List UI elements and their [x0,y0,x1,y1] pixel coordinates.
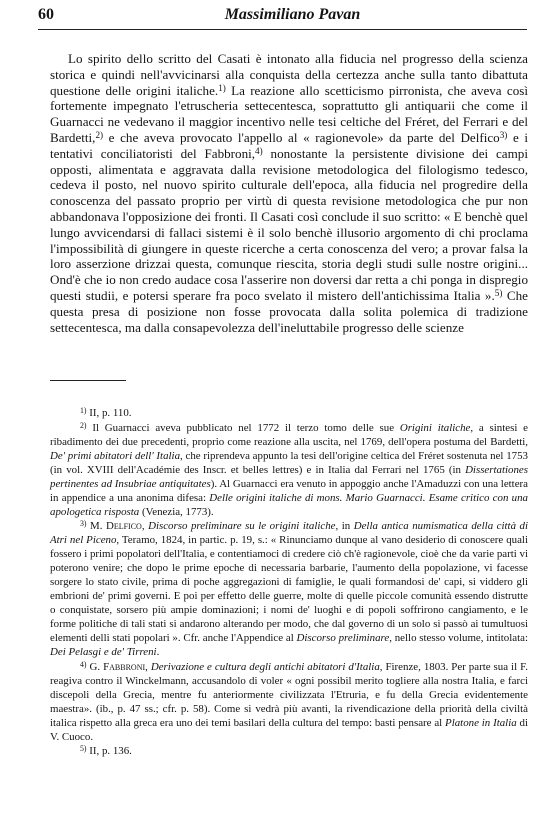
footnote-author: G. Fabbroni [86,660,146,673]
footnote-3 [50,519,528,659]
footnote-title: Platone in Italia [445,716,517,729]
footnote-title: De' primi abitatori dell' Italia [50,449,181,462]
body-text-segment: nonostante la persistente divisione dei campi opposti, alimentata e aggravata dalla revisione metodologica del filologismo tedesco, cedeva il posto, nel nuovo spirito culturale dell'epoca, alla fiducia nel progredire della conoscenza del passato proprio per virtù di questa revisione metodologica che pur non abbandonava l'opposizione dei fronti. Il Casati così conclude il suo scritto: « E benchè quel lungo avvicendarsi di fallaci sistemi è il solo benchè illusorio argomento di chi proclama l'impossibilità di giungere in queste ricerche a certa conoscenza del vero; a provar falsa la loro asserzione drizzai questa, comunque riescita, storia degli studi sulle nostre origini... Ond'è che io non credo audace cosa l'asserire non doversi dar retta a chi ponga in dispregio questi studii, e potersi sperare fra poco svelato il mistero dell'antichissima Italia ». [50,145,528,303]
footnote-4 [50,660,528,744]
body-paragraph [50,51,528,335]
footnote-ref: 2) [95,129,104,140]
running-title: Massimiliano Pavan [224,6,361,23]
footnote-text: , nello stesso volume, intitolata: [389,632,528,644]
footnote-title: Delle origini italiche di mons. Mario Guarnacci. Esame critico con una apologetica risposta [50,491,528,518]
footnote-title: Dissertationes pertinentes ad Insubriae antiquitates [50,463,528,490]
footnote-ref: 4) [255,145,263,156]
footnote-ref: 1) [218,82,226,93]
footnote-mark: 3) [80,518,87,528]
footnote-text: , a sintesi e ribadimento dei due precedenti, proprio come reazione alla uscita, nel 1769, dell'opera postuma del Bardetti, [50,421,528,448]
footnote-title: Dei Pelasgi e de' Tirreni [50,646,157,658]
footnote-title: Della antica numismatica della città di Atri nel Piceno [50,520,529,546]
main-text [50,51,528,335]
footnote-title: Derivazione e cultura degli antichi abitatori d'Italia [150,660,380,673]
footnote-text: di V. Cuoco. [50,716,528,743]
footnote-author: M. Delfico [86,520,142,532]
footnote-ref: 5) [494,287,503,298]
footnote-title: Discorso preliminare [296,632,390,644]
footnote-text: , che riprendeva appunto la tesi dell'origine celtica del Fréret sostenuta nel 1753 (in vol. XVIII dell'Académie des Inscr. et belles lettres) e in Italia dal Ferrari nel 1765 (in [50,449,528,476]
body-text-segment: Che questa presa di posizione non fosse provocata dalla solita polemica di tradizione settecentesca, ma dalla consapevolezza dell'ineluttabile progresso delle scienze [50,287,528,335]
footnote-text: II, p. 136. [86,745,132,757]
footnote-2 [50,421,528,519]
footnote-text: , Teramo, 1824, in partic. p. 19, s.: « Rinunciamo dunque al vano desiderio di conoscere quali fossero i primi popolatori dell'Italia, e contentiamoci di credere ciò ch'è ragionevole, cioè che da varie parti vi poterono venire; che dopo le prime epoche di necessaria barbarie, l'aumento della popolazione, vi facesse sorgere lo stato civile, prima di poche aggregazioni di famiglie, le quali formandosi de' capi, si viddero gli embrioni de' primi governi. E poi per effetto delle guerre, molte di quelle piccole comunità essendo distrutte o conquistate, sorsero più ampie dominazioni; i nomi de' luoghi e di popoli soffrirono cangiamento, e le forme politiche di tali stati si andarono alterando per modo, che dal governo di un solo si passò ai tumultuosi elementi delli stati popolari ». Cfr. anche l'Appendice al [50,534,528,644]
body-text-segment: e i tentativi conciliatoristi del Fabbroni, [50,129,528,161]
footnote-mark: 4) [80,659,87,669]
footnote-text: II, p. 110. [86,407,132,419]
footnote-text: , Firenze, 1803. Per parte sua il F. reagiva contro il Winckelmann, accusandolo di voler « ogni possibil merito togliere alla nostra Italia, e farci discepoli della Grecia, mentre fu anteriormente civilizzata l'Etruria, e fu della Grecia evidentemente maestra». (ib., p. 47 ss.; cfr. p. 58). Come si vedrà più avanti, la rivendicazione della priorità della civiltà italica rispetto alla greca era uno dei temi basilari della cultura del tempo: basti pensare al [50,660,528,729]
footnote-mark: 5) [80,743,87,753]
footnote-text: , [141,520,149,532]
footnote-text: Il Guarnacci aveva pubblicato nel 1772 il terzo tomo delle sue [86,421,400,434]
page-number: 60 [38,6,54,23]
footnotes [50,406,528,758]
footnote-title: Origini italiche [399,421,471,434]
footnote-text: , in [335,520,354,532]
footnote-text: (Venezia, 1773). [139,505,214,518]
body-text-segment: La reazione allo scetticismo pirronista, che aveva così fortemente impegnato l'etruscheria settecentesca, soprattutto gli antiquarii che come il Guarnacci ne vedevano il maggior incentivo nelle tesi celtiche del Fréret, del Ferrari e del Bardetti, [50,82,528,145]
header-rule [38,29,527,30]
footnote-separator [50,380,126,381]
footnote-5 [50,744,528,758]
footnote-title: Discorso preliminare su le origini italiche [148,520,336,532]
footnote-ref: 3) [499,129,508,140]
body-text-segment: e che aveva provocato l'appello al « ragionevole» da parte del Delfico [103,129,500,145]
footnote-text: ). Al Guarnacci era venuto in appoggio anche l'Amaduzzi con una lettera in appendice a una anonima difesa: [50,477,529,504]
footnote-text: , [145,660,151,673]
footnote-mark: 1) [80,405,87,415]
footnote-text: . [156,646,160,658]
footnote-1 [50,406,528,420]
body-text-segment: Lo spirito dello scritto del Casati è intonato alla fiducia nel progresso della scienza storica e quindi nell'avvicinarsi alla conquista della certezza anche sulla tanto dibattuta questione delle origini italiche. [50,51,528,98]
footnote-mark: 2) [80,420,87,430]
